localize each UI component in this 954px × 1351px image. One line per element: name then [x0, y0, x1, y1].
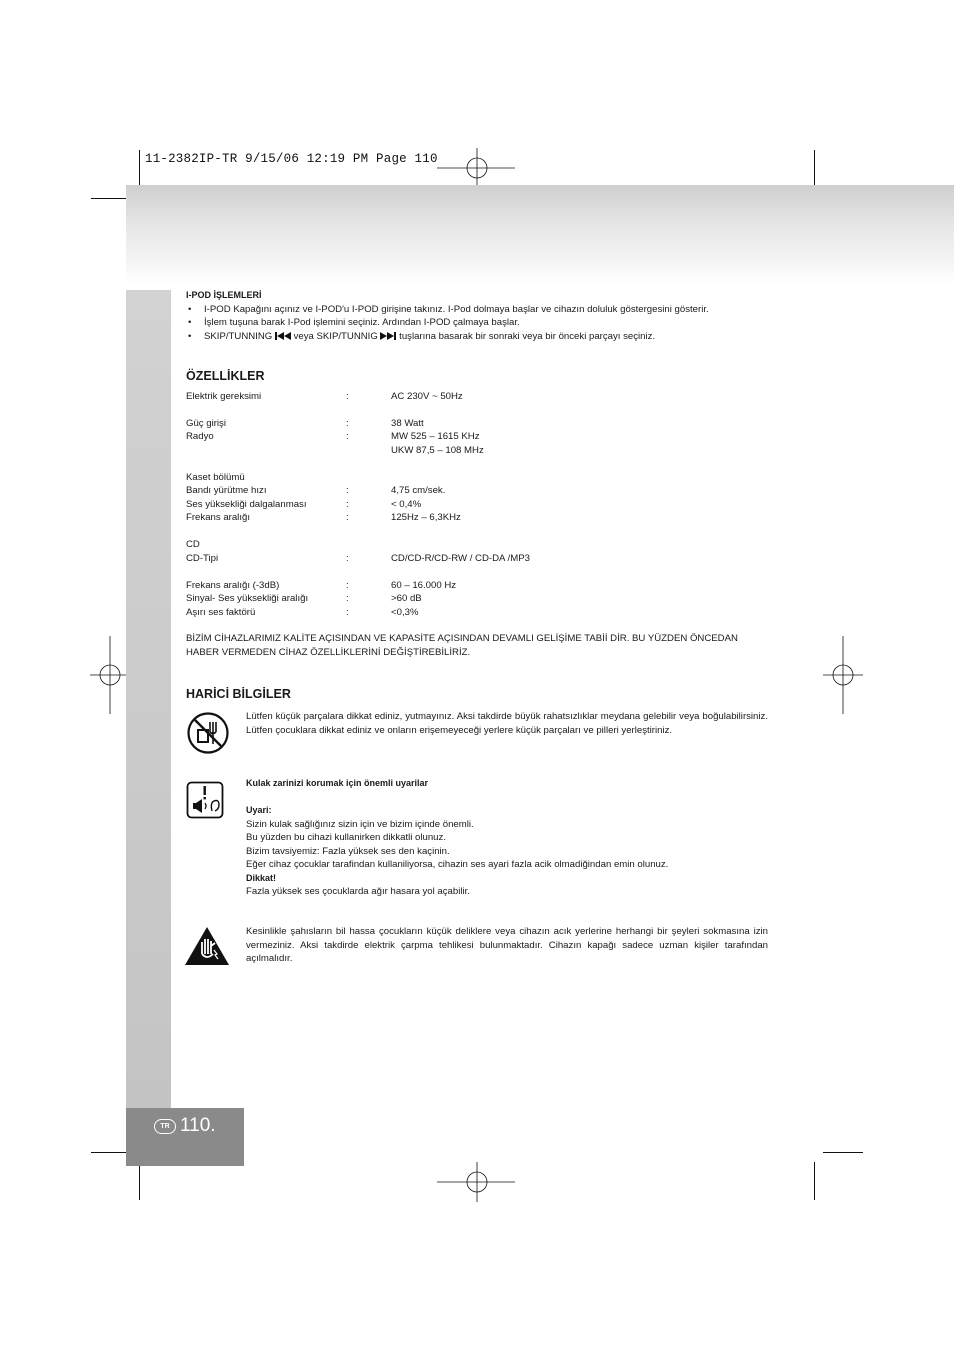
spec-value: 4,75 cm/sek. [391, 485, 446, 496]
no-small-parts-icon [186, 711, 230, 755]
spec-row [186, 606, 768, 620]
ipod-bullet-list [186, 303, 768, 344]
hearing-title: Kulak zarinizi korumak için önemli uyarilar [246, 778, 429, 788]
crop-mark [139, 1162, 140, 1200]
info-heading: HARİCİ BİLGİLER [186, 687, 291, 701]
info-section [186, 688, 768, 702]
spec-colon: : [346, 390, 349, 402]
left-gray-bar [126, 290, 171, 1108]
spec-value: 38 Watt [391, 417, 424, 429]
list-item: • İşlem tuşuna barak I-Pod işlemini seçiniz. Ardından I-POD çalmaya başlar. [186, 316, 768, 330]
spec-row [186, 390, 768, 404]
list-item [186, 330, 768, 344]
spec-key: Elektrik gereksimi [186, 390, 262, 402]
crop-mark [814, 1162, 815, 1200]
spec-value: CD/CD-R/CD-RW / CD-DA /MP3 [391, 552, 530, 564]
hearing-block [246, 777, 768, 899]
spec-colon: : [346, 579, 349, 591]
spec-colon: : [346, 485, 349, 496]
spec-row [186, 430, 768, 444]
top-gradient-band [126, 185, 954, 285]
spec-row [186, 471, 768, 485]
crop-mark [91, 198, 131, 199]
skip-text-3: tuşlarına basarak bir sonraki veya bir önceki parçayı seçiniz. [399, 330, 656, 342]
warning-line: Eğer cihaz çocuklar tarafindan kullaniliyorsa, cihazin ses ayari fazla acik olmadiğindan emin olunuz. [246, 859, 669, 870]
spec-row [186, 552, 768, 566]
spec-row [186, 592, 768, 606]
spec-colon: : [346, 606, 349, 618]
spec-key: Radyo [186, 431, 214, 442]
spec-key: Frekans aralığı [186, 512, 250, 523]
warning-line: Bizim tavsiyemiz: Fazla yüksek ses den kaçinin. [246, 845, 450, 857]
spec-row [186, 444, 768, 458]
spec-key: CD [186, 539, 200, 550]
small-parts-text: Lütfen küçük parçalara dikkat ediniz, yutmayınız. Aksi takdirde büyük rahatsızlıklar meydana gelebilir veya boğulabilirsiniz. Lütfen çocuklara dikkat ediniz ve onların erişemeyeceği yerlere küçük parçaları ve pilleri yerleştiriniz. [246, 711, 768, 736]
specs-notice: BİZİM CİHAZLARIMIZ KALİTE AÇISINDAN VE KAPASİTE AÇISINDAN DEVAMLI GELİŞİME TABİİ DİR. BU YÜZDEN ÖNCEDAN HABER VERMEDEN CİHAZ ÖZELLİKLERİNİ DEĞİŞTİREBİLİRİZ. [186, 633, 738, 658]
caution-label: Dikkat! [246, 872, 277, 883]
warning-line: Bu yüzden bu cihazi kullanirken dikkatli olunuz. [246, 832, 446, 843]
skip-back-icon [275, 332, 291, 340]
spec-row [186, 457, 768, 471]
ipod-heading: I-POD İŞLEMLERİ [186, 290, 262, 300]
ipod-section [186, 289, 768, 343]
warning-label: Uyari: [246, 805, 272, 815]
skip-text-1: SKIP/TUNNING [204, 330, 273, 342]
spec-value: 60 – 16.000 Hz [391, 579, 457, 591]
spec-value: 125Hz – 6,3KHz [391, 512, 461, 523]
spec-row [186, 538, 768, 552]
spec-colon: : [346, 593, 349, 604]
spec-colon: : [346, 512, 349, 523]
registration-mark-bottom [437, 1162, 517, 1202]
crop-mark [823, 1152, 863, 1153]
spec-colon: : [346, 417, 349, 429]
spec-key: Güç girişi [186, 417, 226, 429]
registration-mark-top [437, 148, 517, 188]
list-item: • I-POD Kapağını açınız ve I-POD'u I-POD girişine takınız. I-Pod dolmaya başlar ve cihazın doluluk göstergesini gösterir. [186, 303, 768, 317]
spec-row [186, 417, 768, 431]
print-header-line: 11-2382IP-TR 9/15/06 12:19 PM Page 110 [145, 152, 438, 166]
spec-row [186, 525, 768, 539]
page-number: 110. [180, 1115, 216, 1136]
spec-value: AC 230V ~ 50Hz [391, 390, 463, 402]
crop-mark [814, 150, 815, 188]
specs-heading: ÖZELLİKLER [186, 369, 265, 383]
specs-section [186, 370, 768, 659]
spec-colon: : [346, 431, 349, 442]
spec-value: < 0,4% [391, 498, 422, 510]
caution-line: Fazla yüksek ses çocuklarda ağır hasara yol açabilir. [246, 886, 470, 897]
registration-mark-left [90, 636, 130, 714]
shock-text: Kesinlikle şahısların bil hassa çocukların küçük deliklere veya cihazın acık yerlerine herhangi bir şeyleri sokmasına izin vermeziniz. Aksi takdirde elektrik çarpma tehlikesi bulunmaktadır. Cihazın kapağı sadece uzman kişiler tarafından açılmalıdır. [246, 926, 768, 964]
warning-line: Sizin kulak sağlığınız sizin için ve bizim içinde önemli. [246, 818, 474, 830]
language-badge: TR [154, 1119, 176, 1134]
spec-row [186, 511, 768, 525]
spec-key: Sinyal- Ses yüksekliği aralığı [186, 593, 309, 604]
skip-text-2: veya SKIP/TUNNIG [293, 330, 378, 342]
spec-key: Kaset bölümü [186, 471, 245, 483]
crop-mark [139, 150, 140, 188]
skip-forward-icon [380, 332, 396, 340]
spec-colon: : [346, 552, 349, 564]
spec-key: Frekans aralığı (-3dB) [186, 579, 280, 591]
spec-value: >60 dB [391, 593, 422, 604]
spec-value: UKW 87,5 – 108 MHz [391, 444, 484, 456]
electric-shock-warning-icon [184, 926, 230, 966]
spec-colon: : [346, 498, 349, 510]
spec-row [186, 498, 768, 512]
spec-row [186, 565, 768, 579]
spec-key: Ses yüksekliği dalgalanması [186, 498, 307, 510]
specs-table [186, 390, 768, 620]
spec-row [186, 403, 768, 417]
spec-key: Aşırı ses faktörü [186, 606, 256, 618]
spec-value: MW 525 – 1615 KHz [391, 431, 480, 442]
registration-mark-right [823, 636, 863, 714]
spec-value: <0,3% [391, 606, 419, 618]
spec-row [186, 484, 768, 498]
spec-row [186, 579, 768, 593]
crop-mark [91, 1152, 131, 1153]
spec-key: CD-Tipi [186, 552, 219, 564]
spec-key: Bandı yürütme hızı [186, 485, 267, 496]
hearing-warning-icon [186, 781, 224, 819]
